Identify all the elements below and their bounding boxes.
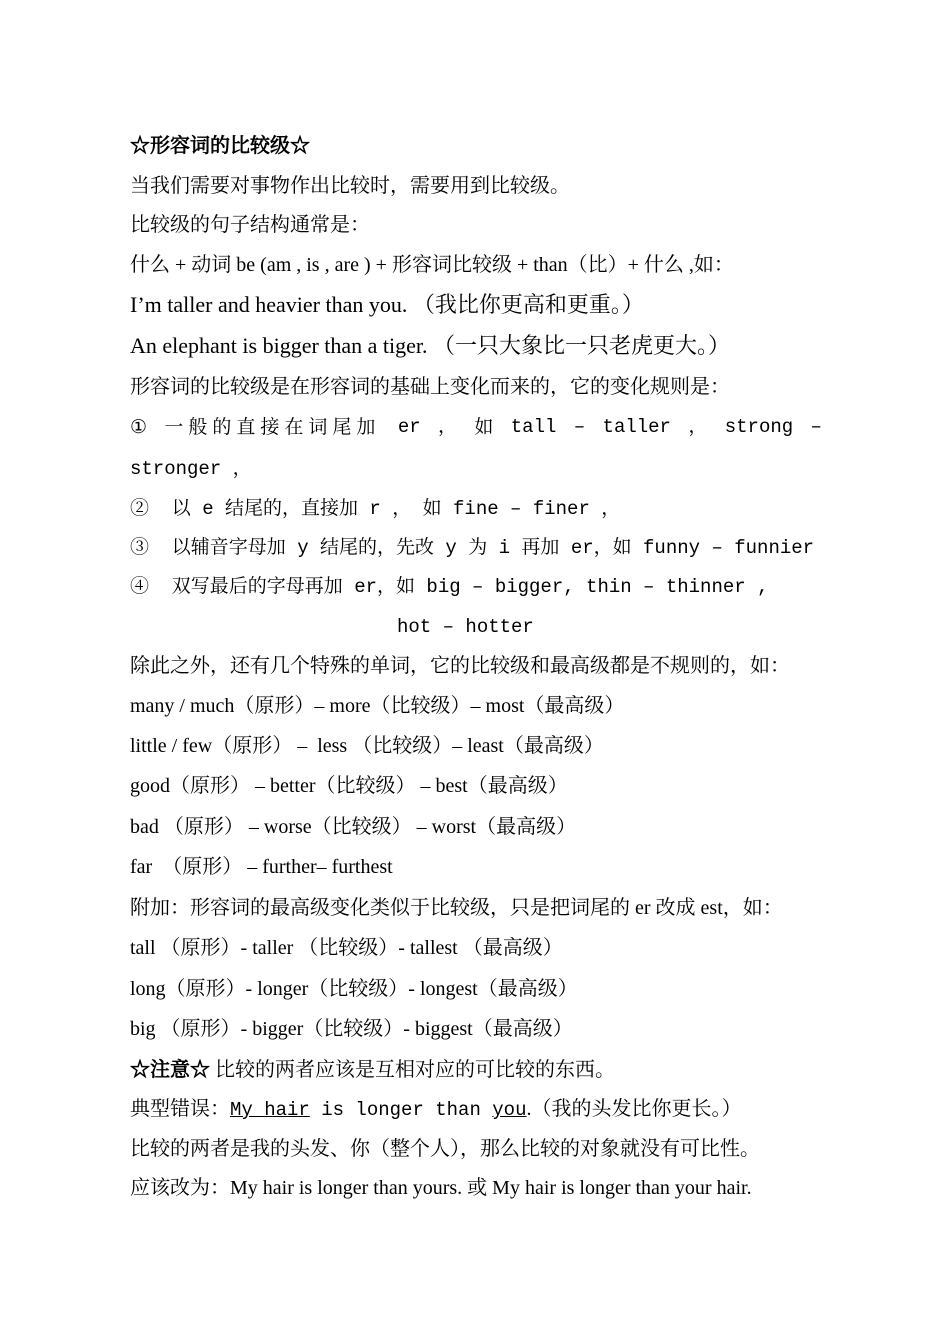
irregular-row: many / much（原形）– more（比较级）– most（最高级） [130, 695, 625, 717]
irregular-row: good（原形） – better（比较级） – best（最高级） [130, 775, 568, 797]
rule-4: ④ 双写最后的字母再加 er，如 big – bigger, thin – thinner , [130, 576, 769, 598]
rule-1-token: tall [510, 416, 557, 438]
rule-3: ③ 以辅音字母加 y 结尾的，先改 y 为 i 再加 er，如 funny – funnier [130, 537, 815, 559]
error-middle: is longer than [309, 1099, 493, 1121]
rule-1-token: taller [602, 416, 671, 438]
rule-4-continued: hot – hotter [397, 616, 534, 638]
rule-1-token: ① [130, 416, 148, 438]
rule-1-token: strong [724, 416, 794, 438]
irregular-row: little / few（原形） – less （比较级）– least（最高级） [130, 735, 604, 757]
error-underlined-subject: My hair [230, 1099, 310, 1121]
correction: 应该改为：My hair is longer than yours. 或 My hair is longer than your hair. [130, 1177, 752, 1199]
structure-line: 什么 + 动词 be (am , is , are ) + 形容词比较级 + than（比）+ 什么 ,如： [130, 254, 734, 276]
note-label: ☆注意☆ [130, 1059, 210, 1081]
note-line [130, 1058, 615, 1082]
irregular-intro: 除此之外，还有几个特殊的单词，它的比较级和最高级都是不规则的，如： [130, 655, 790, 677]
superlative-row: tall （原形）- taller （比较级）- tallest （最高级） [130, 937, 563, 959]
rules-intro: 形容词的比较级是在形容词的基础上变化而来的，它的变化规则是： [130, 376, 730, 398]
note-text: 比较的两者应该是互相对应的可比较的东西。 [210, 1059, 615, 1081]
intro-line-2: 比较级的句子结构通常是： [130, 214, 370, 236]
example-2: An elephant is bigger than a tiger. （一只大象比一只老虎更大。） [130, 333, 731, 358]
superlative-intro: 附加：形容词的最高级变化类似于比较级，只是把词尾的 er 改成 est，如： [130, 897, 783, 919]
irregular-row: bad （原形） – worse（比较级） – worst（最高级） [130, 816, 577, 838]
rule-1-token: 如 [474, 416, 494, 438]
superlative-row: big （原形）- bigger（比较级）- biggest（最高级） [130, 1018, 573, 1040]
example-1: I’m taller and heavier than you. （我比你更高和更重。） [130, 292, 644, 317]
rule-1-token: er [397, 416, 421, 438]
rule-2: ② 以 e 结尾的，直接加 r ， 如 fine – finer ， [130, 498, 621, 520]
superlative-row: long（原形）- longer（比较级）- longest（最高级） [130, 978, 578, 1000]
rule-1-token: – [573, 416, 586, 438]
rule-1-token: 一般的直接在词尾加 [164, 416, 381, 438]
rule-1 [130, 415, 822, 439]
doc-title: ☆形容词的比较级☆ [130, 135, 310, 157]
intro-line-1: 当我们需要对事物作出比较时，需要用到比较级。 [130, 175, 570, 197]
rule-1-token: ， [688, 416, 708, 438]
error-underlined-object: you [492, 1099, 527, 1121]
rule-1-token: ， [438, 416, 458, 438]
rule-1-token: – [810, 416, 822, 438]
error-tail: .（我的头发比你更长。） [526, 1098, 742, 1120]
irregular-row: far （原形） – further– furthest [130, 856, 393, 878]
error-label: 典型错误： [130, 1098, 230, 1120]
explanation: 比较的两者是我的头发、你（整个人），那么比较的对象就没有可比性。 [130, 1138, 760, 1160]
error-example [130, 1097, 741, 1122]
rule-1-continued: stronger ， [130, 458, 252, 480]
